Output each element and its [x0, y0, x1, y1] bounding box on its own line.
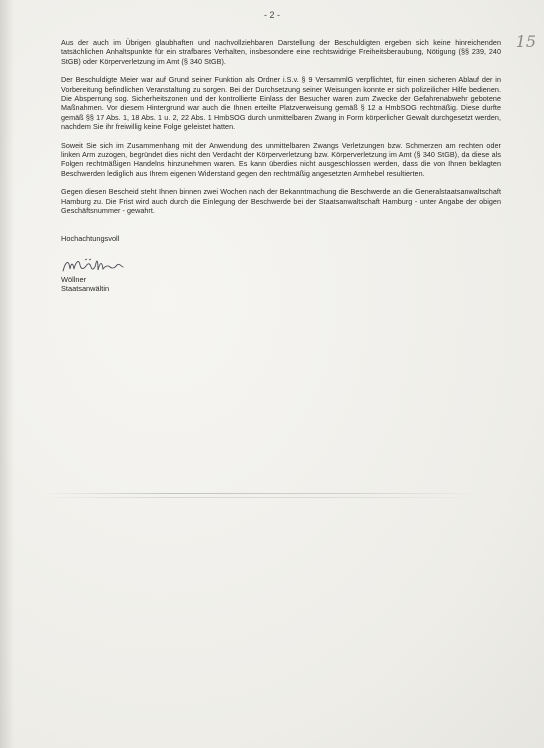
page-number: - 2 -	[263, 10, 280, 20]
signer-name: Wöllner	[61, 274, 87, 284]
letter-body	[61, 38, 501, 293]
closing-salutation: Hochachtungsvoll	[61, 233, 120, 243]
handwritten-signature	[61, 257, 501, 275]
signer-title: Staatsanwältin	[61, 283, 110, 293]
paragraph-appeal-notice: Gegen diesen Bescheid steht Ihnen binnen zwei Wochen nach der Bekanntmachung die Beschwerde an die Generalstaatsanwaltschaft Hamburg zu. Die Frist wird auch durch die Einlegung der Beschwerde bei der Staatsanwaltschaft Hamburg - unter Angabe der obigen Geschäftsnummer - gewahrt.	[61, 187, 501, 216]
paragraph-legal-basis: Der Beschuldigte Meier war auf Grund seiner Funktion als Ordner i.S.v. § 9 VersammlG verpflichtet, für einen sicheren Ablauf der in Vorbereitung befindlichen Veranstaltung zu sorgen. Bei der Durchsetzung seiner Weisungen konnte er sich polizeilicher Hilfe bedienen. Die Absperrung sog. Sicherheitszonen und der kontrollierte Einlass der Besucher waren zum Zwecke der Gefahrenabwehr gebotene Maßnahmen. Vor diesem Hintergrund war auch die Ihnen erteilte Platzverweisung gemäß § 12 a HmbSOG rechtmäßig. Diese durfte gemäß §§ 17 Abs. 1, 18 Abs. 1 u. 2, 22 Abs. 1 HmbSOG durch unmittelbaren Zwang in Form körperlicher Gewalt durchgesetzt werden, nachdem Sie ihr freiwillig keine Folge geleistet hatten.	[61, 75, 501, 132]
paragraph-injuries: Soweit Sie sich im Zusammenhang mit der Anwendung des unmittelbaren Zwangs Verletzungen bzw. Schmerzen am rechten oder linken Arm zuzogen, begründet dies nicht den Verdacht der Körperverletzung bzw. Körperverletzung im Amt (§ 340 StGB), da diese als Folgen rechtmäßigen Handelns hinzunehmen waren. Es kann überdies nicht ausgeschlossen werden, dass die von Ihnen beklagten Beschwerden lediglich aus Ihrem eigenen Widerstand gegen den rechtmäßig angesetzten Armhebel resultierten.	[61, 140, 501, 178]
margin-annotation: 15	[515, 32, 536, 51]
scan-artifact-line	[40, 497, 480, 498]
scan-artifact-line	[40, 493, 480, 494]
paragraph-assessment: Aus der auch im Übrigen glaubhaften und nachvollziehbaren Darstellung der Beschuldigten ergeben sich keine hinreichenden tatsächlichen Anhaltspunkte für ein strafbares Verhalten, insbesondere eine rechtswidrige Freiheitsberaubung, Nötigung (§§ 239, 240 StGB) oder Körperverletzung im Amt (§ 340 StGB).	[61, 38, 501, 66]
scan-edge-shadow	[0, 0, 14, 748]
